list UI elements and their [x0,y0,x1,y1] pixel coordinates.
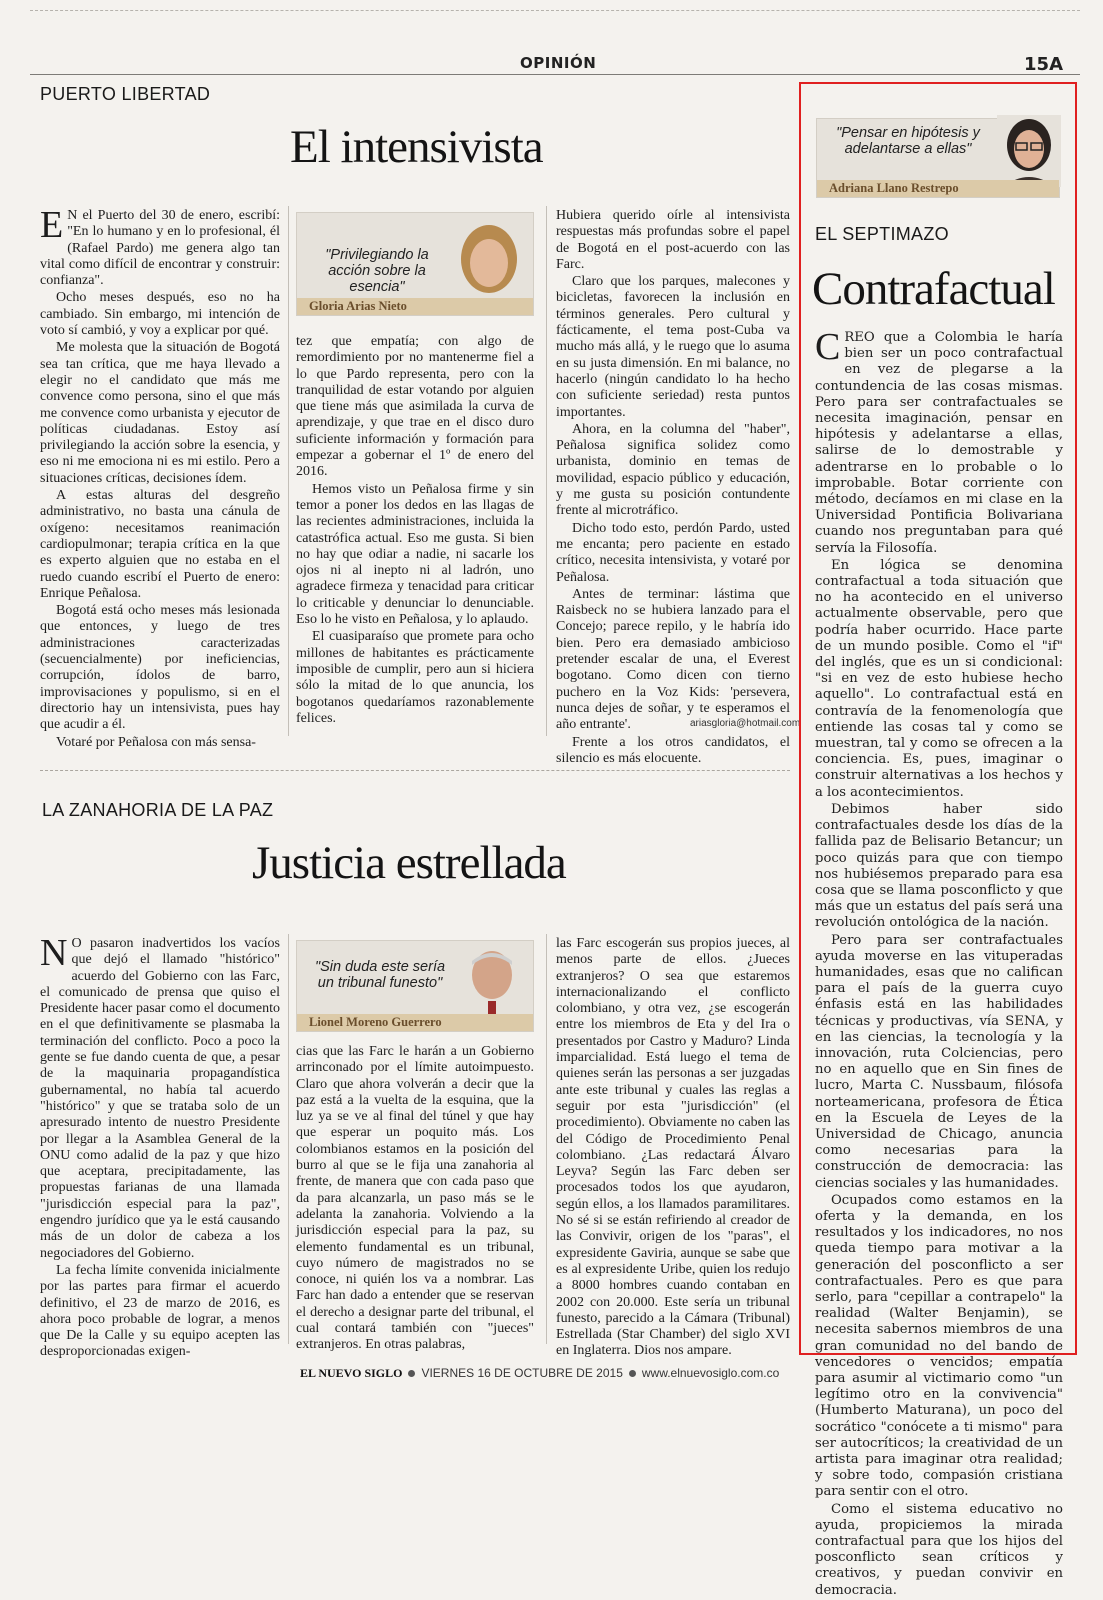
author-quote: "Privilegiando la acción sobre la esencia" [325,247,429,295]
author-quote: "Sin duda este sería un tribunal funesto" [314,959,446,991]
footer-logo: EL NUEVO SIGLO [300,1366,403,1380]
paragraph: A estas alturas del desgreño administrativo, no basta una cánula de oxígeno: necesitamos reanimación cardiopulmonar; terapia crítica en la que es experto alguien que no estaba en el ruedo cuando escribí el Puerto de enero: Enrique Peñalosa. [40,488,280,601]
dropcap: N [40,932,68,974]
paragraph: En lógica se denomina contrafactual a toda situación que no ha acontecido en el universo actualmente observable, pero que podría haber ocurrido. Hace parte de un mundo posible. Como el "if" del inglés, que es un si condicional: "si en vez de esto hubiese hecho aquello". Lo contrafactual está en contravía de la fenomenología que entiende las cosas tal y como se muestran, tal y como se ofrecen a la conciencia. Es, pues, imaginar o construir alternativas a los hechos y a los acontecimientos. [815,557,1063,800]
dropcap: E [40,204,64,246]
article2-kicker: LA ZANAHORIA DE LA PAZ [42,800,274,820]
article2-column-2 [296,1044,534,1355]
author-name: Lionel Moreno Guerrero [297,1014,533,1031]
section-header: OPINIÓN [520,54,597,72]
column-divider [288,934,289,1344]
paragraph: Votaré por Peñalosa con más sensa- [56,734,256,750]
paragraph: tez que empatía; con algo de remordimiento por no mantenerme fiel a lo que Pardo representa, pero con la tranquilidad de estar votando por alguien que tiene más que asimilada la curva de aprendizaje, y que trae en el disco duro suficiente información y formación para empezar a gobernar el 1º de enero del 2016. [296,334,534,480]
bullet-icon [408,1370,415,1377]
paragraph: Debimos haber sido contrafactuales desde los días de la fallida paz de Belisario Betancur; un poco quizás para que con tiempo nos hubiésemos preparado para esa cosa que se llama posconflicto y que más que un estatus del país será una revolución ontológica de la nación. [815,801,1063,931]
paragraph: Ocupados como estamos en la oferta y la demanda, en los resultados y los indicadores, no nos queda tiempo para motivar a la generación del posconflicto a ser contrafactuales. Pero es que para serlo, para "cepillar a contrapelo" la realidad (Walter Benjamin), se necesita sabernos miembros de una gran comunidad no del bando de vencedores o vencidos; empatía para asumir al victimario como "un legítimo otro en la convivencia" (Humberto Maturana), un poco del socrático "conócete a ti mismo" para ser autocríticos; la creatividad de un artista para imaginar otra realidad; y sobre todo, compasión cristiana para sentir con el otro. [815,1192,1063,1500]
footer [300,1366,779,1381]
author-name: Adriana Llano Restrepo [817,180,1059,197]
paragraph: Claro que los parques, malecones y bicicletas, favorecen la inclusión en términos generales. Pero cultural y fácticamente, el tema post-Cuba va mucho más allá, y le ruego que lo asuma en su justa dimensión. En mi balance, no hacerlo (ningún candidato lo ha hecho con suficiente seriedad) resta puntos importantes. [556,274,790,420]
paragraph: Hemos visto un Peñalosa firme y sin temor a poner los dedos en las llagas de las recientes administraciones, incluida la catastrófica actual. Eso me gusta. Si bien no hay que odiar a nadie, ni sacarle los ojos ni al inepto ni al ladrón, uno agradece firmeza y tenacidad para criticar lo criticable y denunciar lo denunciable. Eso lo he visto en Peñalosa, y lo aplaudo. [296,481,534,628]
author-box-lionel [296,940,534,1032]
footer-date: VIERNES 16 DE OCTUBRE DE 2015 [421,1366,623,1380]
author-name: Gloria Arias Nieto [297,298,533,315]
article1-column-1 [40,204,280,752]
article1-kicker: PUERTO LIBERTAD [40,84,211,104]
top-rule [30,10,1080,11]
paragraph: Me molesta que la situación de Bogotá sea tan crítica, que me haya llevado a elegir no el candidato que más me convence como persona, sino el que más me convence como urbanista y ejecutor de políticas ciudadanas. Estoy así privilegiando la acción sobre la esencia, y eso ni me emociona ni es mi estilo. Pero a situaciones críticas, decisiones ídem. [40,340,280,486]
author-email: ariasgloria@hotmail.com [690,718,801,729]
paragraph: El cuasiparaíso que promete para ocho millones de habitantes es prácticamente imposible de cumplir, pero aun si hiciera sólo la mitad de lo que anuncia, los bogotanos quedaríamos razonablemente felices. [296,629,534,726]
article3-headline: Contrafactual [812,263,1055,315]
paragraph: Antes de terminar: lástima que Raisbeck no se hubiera lanzado para el Concejo; parece repilo, y le habría ido bien. Pero era demasiado ambicioso pretender escalar de una, el Everest bogotano. Como dicen con tierno puchero en la Voz Kids: 'persevera, nunca dejes de soñar, y te esperamos el año entrante'. [556,586,790,733]
article2-headline: Justicia estrellada [252,837,566,889]
paragraph: Dicho todo esto, perdón Pardo, usted me encanta; pero paciente en estado crítico, necesita intensivista, y votaré por Peñalosa. [556,520,790,585]
paragraph: Ocho meses después, eso no ha cambiado. Sin embargo, mi intención de voto sí cambió, y voy a explicar por qué. [40,290,280,339]
paragraph: las Farc escogerán sus propios jueces, al menos parte de ellos. ¿Jueces extranjeros? O sea que estaremos internacionalizando el conflicto colombiano, y otra vez, ¿se escogerán entre los miembros de Eta y del Ira o presentados por Castro y Maduro? Linda imparcialidad. Está luego el tema de quienes serán las personas a ser juzgadas ante este tribunal y cuales las reglas a seguir por esta "jurisdicción" (el procedimiento). Obviamente no caben las del Código de Procedimiento Penal colombiano. ¿Las redactará Álvaro Leyva? Según las Farc deben ser procesados todos los que ayudaron, según ellos, a los llamados paramilitares. No sé si se están refiriendo al creador de las Convivir, origen de los "paras", el expresidente Gaviria, aunque se sabe que es al expresidente Uribe, quien los redujo a 8000 hombres cuando contaban en 2002 con 20.000. Este sería un tribunal funesto, parecido a la Cámara (Tribunal) Estrellada (Star Chamber) del siglo XVI en Inglaterra. Dios nos ampare. [556,936,790,1359]
column-divider [546,934,547,1344]
paragraph: Frente a los otros candidatos, el silencio es más elocuente. [556,734,790,766]
article2-column-3 [556,936,790,1361]
paragraph: O pasaron inadvertidos los vacíos que dejó el llamado "histórico" acuerdo del Gobierno con las Farc, el comunicado de prensa que quiso el Presidente hacer pasar como el documento en el que definitivamente se plasmaba la terminación del conflicto. Poco a poco la gente se fue dando cuenta de que, a pesar de la maquinaria propagandística gubernamental, no había tal acuerdo "histórico" y que se trataba solo de un apresurado intento de nuestro Presidente por llegar a la Asamblea General de la ONU como adalid de la paz y que hizo que aceptara, precipitadamente, las propuestas farianas de una llamada "jurisdicción especial para la paz", engendro jurídico que ya le está causando más de un dolor de cabeza a los negociadores del Gobierno. [40,936,280,1261]
column-divider [546,206,547,736]
author-box-gloria [296,212,534,316]
paragraph: N el Puerto del 30 de enero, escribí: "En lo humano y en lo profesional, él (Rafael Pardo) me genera algo tan vital como difícil de encontrar y construir: confianza". [40,208,280,289]
paragraph: Pero para ser contrafactuales ayuda moverse en las vituperadas humanidades, esas que no califican para el país de la guerra cuyo énfasis está en las habilidades técnicas y productivas, vía SENA, y en las ciencias, la tecnología y la innovación, ruta Colciencias, pero no en aquello que en Sin fines de lucro, Marta C. Nussbaum, filósofa norteamericana, profesora de Ética en la Escuela de Leyes de la Universidad de Chicago, anuncia como necesarias para la construcción de democracia: las ciencias sociales y las humanidades. [815,932,1063,1191]
paragraph: Hubiera querido oírle al intensivista respuestas más profundas sobre el papel de Bogotá en el post-acuerdo con las Farc. [556,208,790,272]
paragraph: cias que las Farc le harán a un Gobierno arrinconado por el límite autoimpuesto. Claro que ahora volverán a decir que la paz está a la vuelta de la esquina, que la luz ya se ve al final del túnel y que hay que esperar un poquito más. Los colombianos estamos en la posición del burro al que se le fija una zanahoria al frente, de manera que con cada paso que da para alcanzarla, un paso más se le adelanta la zanahoria. Volviendo a la jurisdicción especial para la paz, su elemento fundamental es un tribunal, cuyo número de magistrados no se conoce, ni quién los va a nombrar. Las Farc han dado a entender que se reservan el derecho a designar parte del tribunal, el cual contará también con "jueces" extranjeros. En otras palabras, [296,1044,534,1353]
paragraph: REO que a Colombia le haría bien ser un poco contrafactual en vez de plegarse a la contundencia de las cosas mismas. Pero para ser contrafactuales se necesita imaginación, pensar en hipótesis y adelantarse a ellas, salirse de lo demostrable y adentrarse en lo probable o lo improbable. Botar corriente con método, decíamos en mi clase en la Universidad Pontificia Bolivariana cuando nos preguntaban para qué servía la Filosofía. [815,330,1063,556]
bullet-icon [629,1370,636,1377]
author-quote: "Pensar en hipótesis y adelantarse a ellas" [836,125,980,157]
page-number: 15A [1024,54,1063,75]
paragraph: Ahora, en la columna del "haber", Peñalosa significa solidez como urbanista, dominio en temas de movilidad, espacio público y educación, y me gusta su posición contundente frente al microtráfico. [556,421,790,519]
paragraph: La fecha límite convenida inicialmente por las partes para firmar el acuerdo definitivo, el 23 de marzo de 2016, es ahora poco probable de lograr, a menos que De la Calle y su equipo acepten las desproporcionadas exigen- [40,1262,280,1360]
article3-kicker: EL SEPTIMAZO [815,224,949,244]
paragraph: Bogotá está ocho meses más lesionada que entonces, y luego de tres administraciones caracterizadas (secuencialmente) por ineficiencias, corrupción, ídolos de barro, improvisaciones y populismo, si en el directorio hay un intensivista, pues hay que acudir a él. [40,603,280,733]
article1-headline: El intensivista [290,121,543,173]
author-portrait [447,215,531,311]
column-divider [288,206,289,736]
footer-url: www.elnuevosiglo.com.co [641,1366,780,1380]
header-rule [30,74,1080,75]
dropcap: C [815,326,841,368]
article2-column-1 [40,932,280,1362]
highlight-box [799,82,1077,1355]
article1-column-2 [296,334,534,728]
section-divider [40,770,790,771]
paragraph: Como el sistema educativo no ayuda, propiciemos la mirada contrafactual para que los hijos del posconflicto sean críticos y creativos, y puedan convivir en democracia. [815,1501,1063,1598]
article1-column-3 [556,208,790,768]
